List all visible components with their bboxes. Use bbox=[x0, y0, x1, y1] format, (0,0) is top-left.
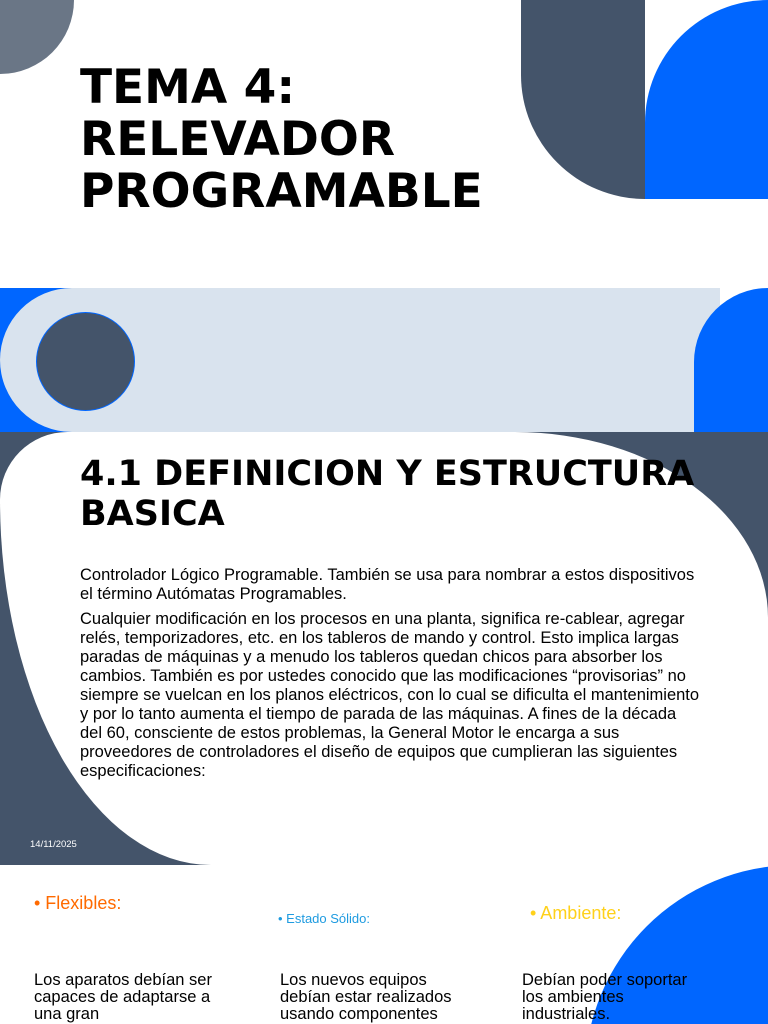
body-paragraph-1: Controlador Lógico Programable. También se usa para nombrar a estos dispositivos el término Autómatas Programables. bbox=[80, 566, 695, 603]
slide-3 bbox=[0, 865, 768, 1024]
slide-1-title: TEMA 4: RELEVADOR PROGRAMABLE bbox=[80, 60, 483, 219]
column-text-ambiente: Debían poder soportar los ambientes industriales. bbox=[522, 971, 688, 1023]
footer-page-number: 2 bbox=[732, 839, 738, 850]
heading-estado-solido: • Estado Sólido: bbox=[278, 911, 370, 926]
band-circle-decoration bbox=[36, 312, 135, 411]
blue-leaf-decoration bbox=[645, 0, 768, 199]
body-paragraph-2: Cualquier modificación en los procesos en una planta, significa re-cablear, agregar relés, temporizadores, etc. en los tableros de mando y control. Esto implica largas paradas de máquinas y a menudo los tableros quedan chicos para absorber los cambios. También es por ustedes conocido que las modificaciones “provisorias” no siempre se vuelcan en los planos eléctricos, con lo cual se dificulta el mantenimiento y por lo tanto aumenta el tiempo de parada de las máquinas. A fines de la década del 60, consciente de estos problemas, la General Motor le encarga a sus proveedores de controladores el diseño de equipos que cumplieran las siguientes especificaciones: bbox=[80, 610, 700, 780]
slide-2-body bbox=[80, 566, 700, 787]
heading-ambiente: • Ambiente: bbox=[530, 903, 622, 923]
corner-circle-decoration bbox=[0, 0, 74, 74]
slide-1 bbox=[0, 0, 768, 288]
column-text-estado-solido: Los nuevos equipos debían estar realizados usando componentes bbox=[280, 971, 452, 1023]
dark-leaf-decoration bbox=[521, 0, 645, 199]
slide-2 bbox=[0, 432, 768, 865]
slide-2-title: 4.1 DEFINICION Y ESTRUCTURA BASICA bbox=[80, 454, 695, 534]
footer-date: 14/11/2025 bbox=[30, 839, 77, 850]
slide-2-header-band bbox=[0, 288, 768, 432]
heading-flexibles: • Flexibles: bbox=[34, 893, 122, 913]
column-text-flexibles: Los aparatos debían ser capaces de adaptarse a una gran bbox=[34, 971, 212, 1023]
footer-presentation-title: TÍTULO DE LA PRESENTACIÓN bbox=[313, 839, 454, 850]
